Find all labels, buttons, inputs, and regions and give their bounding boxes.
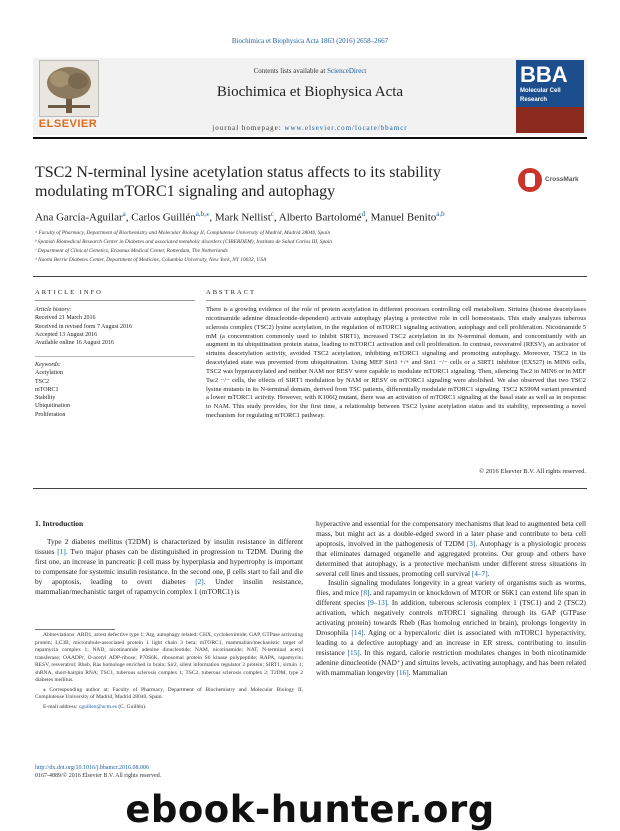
author-affil-marker[interactable]: c — [270, 210, 274, 218]
author-separator: , — [365, 211, 371, 224]
author-affil-marker[interactable]: a — [122, 210, 126, 218]
abstract-text: There is a growing evidence of the role of protein acetylation in different processes controlling cell metabolism. Sirtuins (histone deacetylases nicotinamide adenine dinucleotide-dependent) activate autophagy playing a protective role in cell homeostasis. This study analyzes tuberous sclerosis complex (TSC2) lysine acetylation, in the regulation of mTORC1 signaling activation, autophagy and cell proliferation. Nicotinamide 5 mM (a concentration commonly used to inhibit SIRT1), increased TSC2 acetylation in its N-terminal domain, and concomitantly with an augment in its ubiquitination protein status, leading to mTORC1 activation and cell proliferation. In contrast, resveratrol (RESV), an activator of sirtuins deacetylation activity, avoided TSC2 acetylation, inhibiting mTORC1 signaling and promoting autophagy. Moreover, TSC2 in its deacetylated state was prevented from ubiquitination. Using MEF Sirt1 +/+ and Sirt1 −/− cells or a SIRT1 inhibitor (EX527) in MIN6 cells, TSC2 was hyperacetylated and neither NAM nor RESV were capable to modulate mTORC1 signaling. Then, silencing Tsc2 in MIN6 or in MEF Tsc2 −/− cells, the effects of SIRT1 modulation by NAM or RESV on mTORC1 signaling were abolished. We also observed that two TSC2 lysine mutants in its N-terminal domain, derived from TSC patients, differentially modulate mTORC1 signaling. TSC2 K599M variant presented a lower mTORC1 activity. However, with K106Q mutant, there was an activation of mTORC1 signaling at the basal state as well as in response to NAM. This study provides, for the first time, a relationship between TSC2 lysine acetylation status and its stability, representing a novel mechanism for regulating mTORC1 pathway. — [206, 306, 586, 420]
history-item: Available online 16 August 2016 — [35, 340, 114, 347]
contents-prefix: Contents lists available at — [253, 67, 326, 75]
abstract-rule — [206, 300, 586, 301]
email-link[interactable]: cguillen@ucm.es — [78, 703, 117, 710]
doi-link[interactable]: http://dx.doi.org/10.1016/j.bbamcr.2016.08.006 — [35, 765, 150, 771]
history-label: Article history: — [35, 307, 72, 313]
journal-homepage-line — [150, 124, 470, 132]
text-run: . In addition, tuberous sclerosis complex 1 (TSC1) and 2 (TSC2) activation, which negatively controls mTORC1 signaling through its GAP (GTPase activating protein) towards Rheb (Ras homolog enriched in brain), prolongs longevity in Drosophila — [316, 598, 586, 637]
citation-link[interactable]: [16] — [396, 667, 409, 677]
citation-link[interactable]: [1] — [57, 546, 66, 556]
introduction-paragraph — [35, 537, 303, 596]
citation-link[interactable]: [2] — [195, 576, 204, 586]
author-name[interactable]: Mark Nellist — [214, 211, 271, 224]
text-run: , and rapamycin or knockdown of MTOR or S6K1 can extend life span in different species — [316, 588, 586, 608]
article-history — [35, 306, 195, 347]
journal-title: Biochimica et Biophysica Acta — [216, 84, 404, 100]
citation-link[interactable]: [3] — [466, 538, 476, 548]
elsevier-logo[interactable] — [36, 60, 100, 130]
author-affil-marker[interactable]: a,b,⁎ — [195, 210, 210, 218]
keywords-block — [35, 361, 195, 419]
affiliation-item: ᵇ Spanish Biomedical Research Center in Diabetes and associated metabolic disorders (CIBERDEM), Instituto de Salud Carlos III, Spain — [35, 239, 333, 245]
crossmark-badge[interactable] — [518, 168, 588, 194]
text-run: . Autophagy is a physiologic process that eliminates damaged organelle and aggregated proteins. Our group and others have determined that autophagy, is a protective mechanism under different stress situations in several cell lines and tissues, promoting cell survival — [316, 538, 586, 578]
keyword-item: Ubiquitination — [35, 403, 70, 410]
history-item: Received 21 March 2016 — [35, 315, 96, 322]
history-rule — [35, 356, 195, 357]
cover-artwork — [516, 107, 584, 133]
history-item: Accepted 13 August 2016 — [35, 331, 98, 338]
introduction-right-column — [316, 519, 586, 678]
elsevier-wordmark: ELSEVIER — [38, 118, 98, 130]
author-name[interactable]: Alberto Bartolomé — [278, 211, 362, 224]
text-run: . Aging or a hypercaloric diet is associated with mTORC1 hyperactivity, leading to a defective autophagy and an increase in ER stress, contributing to insulin resistance — [316, 627, 586, 657]
citation-link[interactable]: [8] — [360, 588, 370, 598]
author-affil-marker[interactable]: a,b — [436, 210, 445, 218]
author-list — [35, 210, 595, 224]
keywords-label: Keywords: — [35, 362, 61, 368]
corresponding-author-footnote: ⁎ Corresponding author at: Faculty of Pharmacy, Department of Biochemistry and Molecular Biology II, Complutense University of Madrid, Madrid 28040, Spain. — [35, 686, 303, 700]
homepage-link[interactable]: www.elsevier.com/locate/bbamcr — [284, 124, 408, 132]
elsevier-tree-icon — [39, 60, 99, 117]
affiliation-item: ᵃ Faculty of Pharmacy, Department of Biochemistry and Molecular Biology II, Complutense University of Madrid, Madrid 28040, Spain — [35, 230, 331, 236]
text-run: . — [487, 568, 490, 578]
watermark-text: ebook-hunter.org — [125, 788, 495, 831]
crossmark-icon — [518, 168, 542, 192]
keyword-item: Acetylation — [35, 370, 63, 377]
cover-title: BBA — [520, 62, 568, 87]
crossmark-label: CrossMark — [545, 176, 579, 183]
text-run: hyperactive and essential for the compensatory mechanisms that lead to augmented beta cell mass, but might act as a double-edged sword in a later phase and contribute to beta cell apoptosis, involved in the pathogenesis of T2DM — [316, 519, 586, 548]
section-heading-introduction: 1. Introduction — [35, 519, 84, 528]
copyright-notice: © 2016 Elsevier B.V. All rights reserved. — [479, 468, 586, 475]
footnotes — [35, 632, 303, 713]
author-separator: , — [125, 211, 132, 224]
author-name[interactable]: Manuel Benito — [370, 211, 437, 224]
introduction-paragraph — [316, 519, 586, 578]
author-affil-marker[interactable]: d — [361, 210, 366, 218]
article-info-heading: ARTICLE INFO — [35, 289, 103, 296]
body-rule — [33, 488, 587, 489]
sciencedirect-link[interactable]: ScienceDirect — [327, 67, 367, 75]
author-separator: , — [273, 211, 279, 224]
affiliations — [35, 229, 595, 265]
keyword-item: TSC2 — [35, 378, 50, 385]
email-label: E-mail address: — [43, 703, 78, 710]
article-title: TSC2 N-terminal lysine acetylation status affects to its stability modulating mTORC1 signaling and autophagy — [35, 164, 441, 200]
text-run: . Mammalian — [408, 667, 448, 677]
author-separator: , — [209, 211, 215, 224]
author-name[interactable]: Carlos Guillén — [131, 211, 196, 224]
text-run: Insulin signaling modulates longevity in a great variety of organisms such as worms, flies, and mice — [316, 578, 586, 598]
journal-cover-image[interactable] — [516, 60, 584, 133]
citation-link[interactable]: [15] — [347, 647, 360, 657]
abbreviations-footnote: Abbreviations: ARD1, arrest defective type 1; Atg, autophagy related; CHX, cycloheximide; GAP, GTPase activating protein; LC3B, microtubule-associated protein 1 light chain 3 beta; mTORC1, mammalian/mechanistic target of rapamycin complex 1; NAD, nicotinamide adenine dinucleotide; NAM, nicotinamide; NAT, N-terminal acetyl transferase; OAADPr, O-acetyl ADP-ribose; P70S6K, ribosomal protein S6 kinase polypeptide; RAPA, rapamycin; RESV, resveratrol; Rheb, Ras homologe enriched in brain; Sir2, silent information regulator 2 protein; SIRT1, sirtuin 1; shRNA, short-hairpin RNA; TSC1, tuberous sclerosis complex 1; TSC2, tuberous sclerosis complex 2; T2DM, type 2 diabetes mellitus. — [35, 632, 303, 683]
email-suffix: (C. Guillén). — [116, 703, 147, 710]
text-run: . Under insulin resistance, mammalian/mechanistic target of rapamycin complex 1 (mTORC1) is — [35, 576, 303, 596]
affiliation-item: ᶜ Department of Clinical Genetics, Erasmus Medical Center, Rotterdam, The Netherlands — [35, 248, 228, 254]
cover-subtitle-1: Molecular Cell — [520, 88, 561, 94]
affiliation-item: ᵈ Naomi Berrie Diabetes Center, Department of Medicine, Columbia University, New York, NY 10032, USA — [35, 257, 267, 263]
footnote-rule — [35, 629, 115, 630]
keyword-item: mTORC1 — [35, 386, 59, 393]
email-footnote — [35, 704, 303, 712]
issn-line: 0167-4889/© 2016 Elsevier B.V. All rights reserved. — [35, 773, 162, 779]
cover-subtitle-2: Research — [520, 97, 548, 103]
citation-link[interactable]: [9–13] — [367, 598, 388, 608]
journal-reference[interactable]: Biochimica et Biophysica Acta 1863 (2016) 2658–2667 — [231, 37, 389, 45]
introduction-left-column — [35, 537, 303, 596]
contents-available-line — [150, 67, 470, 75]
homepage-prefix: journal homepage: — [212, 124, 282, 132]
text-run: Type 2 diabetes mellitus (T2DM) is characterized by insulin resistance in different tissues — [35, 537, 303, 556]
author-name[interactable]: Ana García-Aguilar — [35, 211, 123, 224]
affiliation-rule — [33, 276, 587, 277]
introduction-paragraph — [316, 578, 586, 677]
citation-link[interactable]: [4–7] — [471, 568, 488, 578]
abstract-heading: ABSTRACT — [206, 289, 256, 296]
citation-link[interactable]: [14] — [351, 627, 364, 637]
history-item: Received in revised form 7 August 2016 — [35, 323, 132, 330]
keyword-item: Stability — [35, 395, 56, 402]
text-run: . Two major phases can be distinguished in progression to T2DM. During the first one, an increase in pancreatic β cell mass by hyperplasia and hypertrophy is important to compensate for systemic insulin resistance. In the second one, β cells start to fail and die by apoptosis, leading to overt diabetes — [35, 546, 303, 586]
text-run: . In this regard, calorie restriction modulates changes in both nicotinamide adenine dinucleotide (NAD⁺) and sirtuins levels, activating autophagy, and has been related with mammalian longevity — [316, 647, 586, 677]
article-info-rule — [35, 300, 195, 301]
keyword-item: Proliferation — [35, 411, 66, 418]
header-rule — [33, 137, 587, 139]
